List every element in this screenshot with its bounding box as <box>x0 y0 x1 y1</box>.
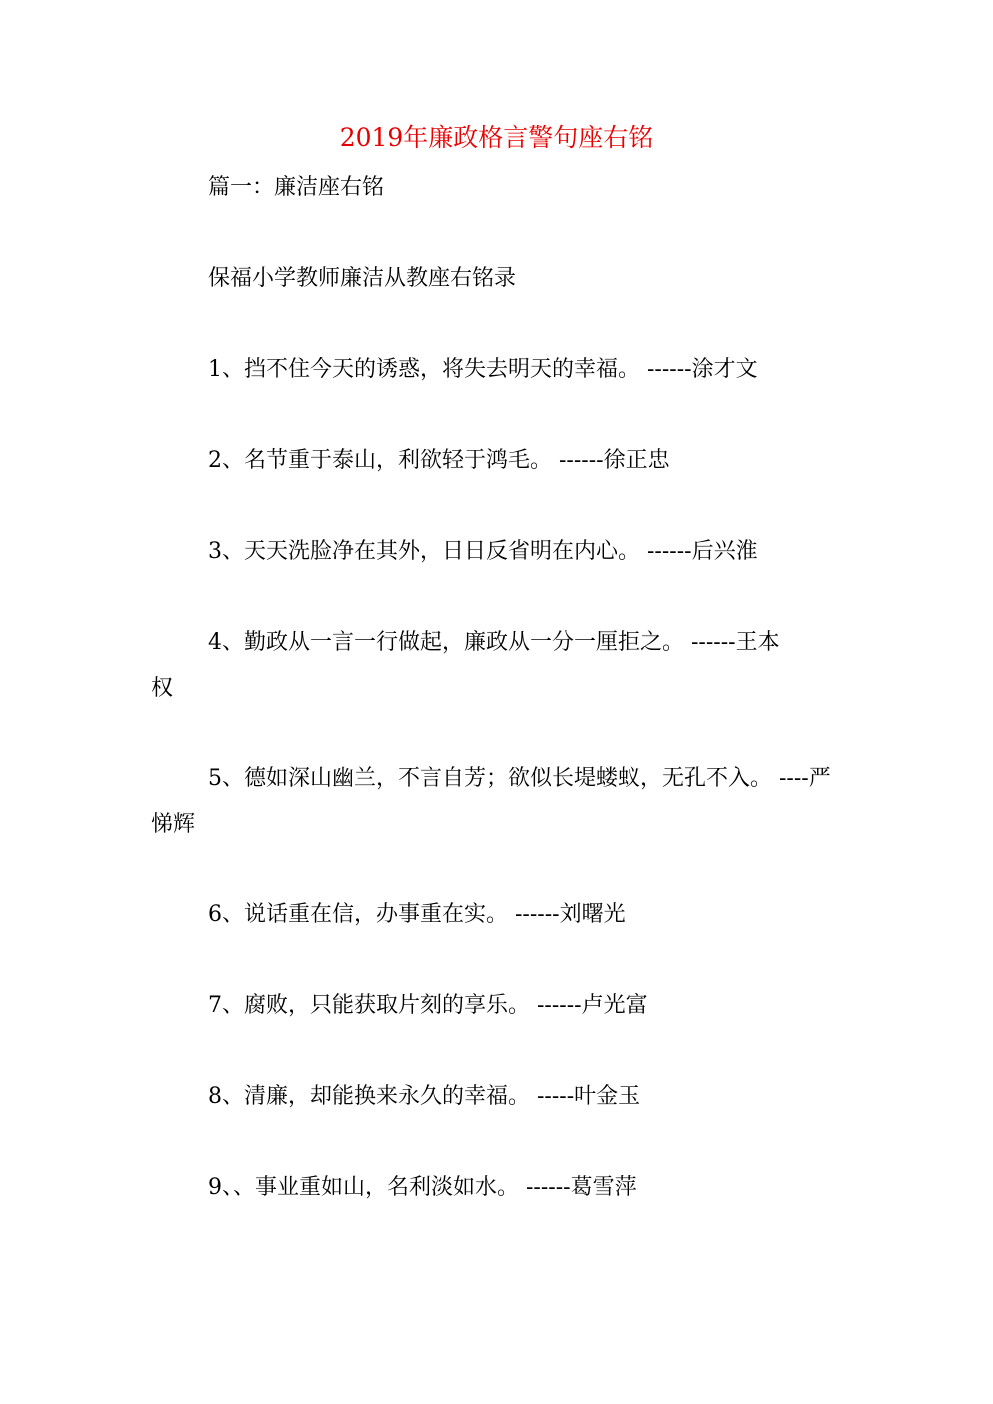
list-item-5: 5、德如深山幽兰，不言自芳；欲似长堤蝼蚁，无孔不入。 ----严悌辉 <box>151 766 831 837</box>
list-item-9: 9、、事业重如山，名利淡如水。 ------葛雪萍 <box>208 1175 637 1200</box>
list-item-3: 3、天天洗脸净在其外，日日反省明在内心。 ------后兴淮 <box>208 539 758 564</box>
document-title: 2019年廉政格言警句座右铭 <box>339 123 654 152</box>
list-item-7: 7、腐败，只能获取片刻的享乐。 ------卢光富 <box>208 993 648 1018</box>
section-heading: 篇一：廉洁座右铭 <box>208 175 385 200</box>
list-item-4: 4、勤政从一言一行做起，廉政从一分一厘拒之。 ------王本权 <box>151 630 780 701</box>
list-item-1: 1、挡不住今天的诱惑，将失去明天的幸福。 ------涂才文 <box>208 357 758 382</box>
list-item-6: 6、说话重在信，办事重在实。 ------刘曙光 <box>208 902 626 927</box>
list-item-8: 8、清廉，却能换来永久的幸福。 -----叶金玉 <box>208 1084 641 1109</box>
subtitle: 保福小学教师廉洁从教座右铭录 <box>208 266 517 291</box>
list-item-2: 2、名节重于泰山，利欲轻于鸿毛。 ------徐正忠 <box>208 448 670 473</box>
